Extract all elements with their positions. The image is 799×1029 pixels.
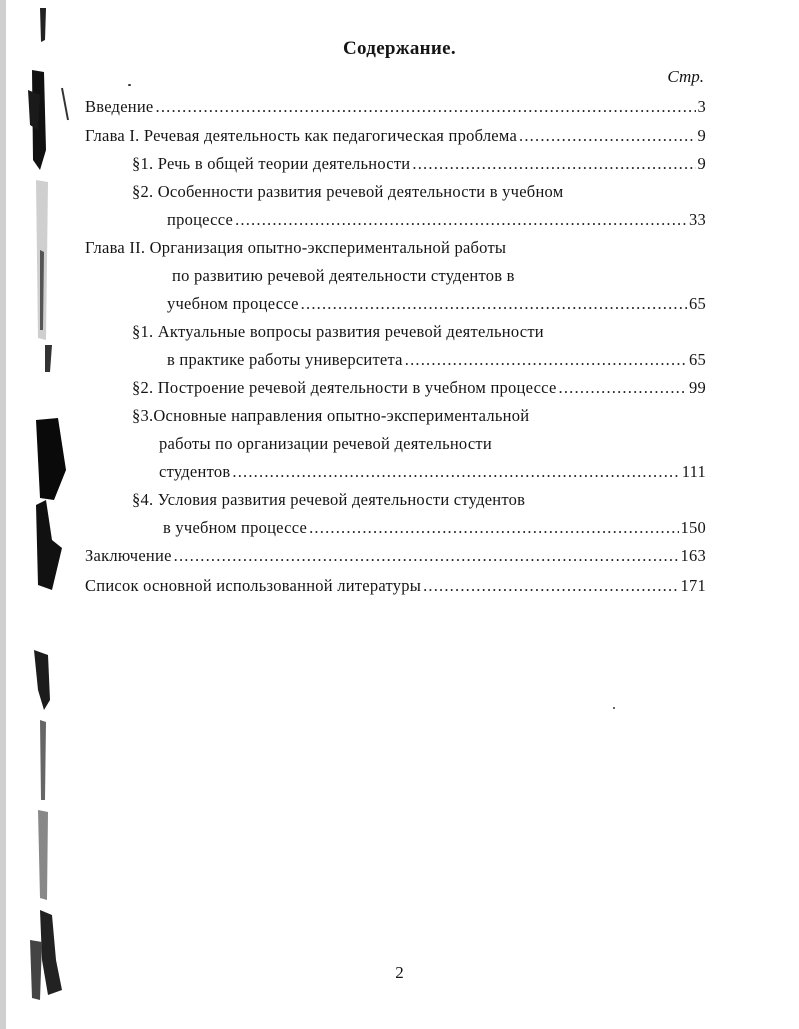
toc-entry-page: 163 <box>680 546 706 565</box>
page-number: 2 <box>395 963 404 982</box>
toc-entry-page: 9 <box>697 154 706 173</box>
toc-entry-text: в практике работы университета <box>167 350 403 369</box>
toc-entry-text: §4. Условия развития речевой деятельности студентов <box>132 490 526 509</box>
dot-leader <box>519 125 695 147</box>
toc-entry <box>85 237 506 259</box>
toc-entry-text: процессе <box>167 210 234 229</box>
toc-entry <box>85 575 706 597</box>
toc-entry <box>85 545 706 567</box>
scan-speck <box>128 84 131 86</box>
toc-entry <box>132 181 563 203</box>
toc-entry-page: 111 <box>681 462 706 481</box>
toc-entry-page: 3 <box>697 97 706 116</box>
dot-leader <box>156 96 696 118</box>
toc-entry <box>85 125 706 147</box>
toc-entry <box>159 433 492 455</box>
dot-leader <box>412 153 695 175</box>
dot-leader <box>309 517 678 539</box>
toc-entry-text: учебном процессе <box>167 294 299 313</box>
dot-leader <box>232 461 679 483</box>
contents-title: Содержание. <box>343 38 456 59</box>
dot-leader <box>559 377 687 399</box>
toc-entry-text: работы по организации речевой деятельности <box>159 434 492 453</box>
toc-entry <box>159 461 706 483</box>
scan-speck <box>613 707 615 709</box>
toc-entry <box>172 265 515 287</box>
dot-leader <box>405 349 687 371</box>
scan-binding-edge <box>0 0 80 1029</box>
toc-entry-text: в учебном процессе <box>163 518 308 537</box>
toc-entry-text: студентов <box>159 462 231 481</box>
dot-leader <box>423 575 678 597</box>
toc-entry <box>132 377 706 399</box>
toc-entry-page: 99 <box>689 378 706 397</box>
toc-entry <box>167 209 706 231</box>
toc-entry <box>167 293 706 315</box>
toc-entry <box>132 489 525 511</box>
toc-entry <box>132 153 706 175</box>
toc-entry-text: §3.Основные направления опытно-экспериментальной <box>132 406 530 425</box>
toc-entry-page: 65 <box>689 350 706 369</box>
toc-entry-page: 171 <box>680 576 706 595</box>
toc-entry-page: 150 <box>680 518 706 537</box>
dot-leader <box>235 209 687 231</box>
toc-entry-text: §2. Построение речевой деятельности в учебном процессе <box>132 378 557 397</box>
toc-entry-text: Введение <box>85 97 154 116</box>
toc-entry-text: Глава I. Речевая деятельность как педагогическая проблема <box>85 126 518 145</box>
toc-entry-text: §1. Речь в общей теории деятельности <box>132 154 411 173</box>
toc-entry-text: §1. Актуальные вопросы развития речевой деятельности <box>132 322 544 341</box>
toc-entry-text: Заключение <box>85 546 172 565</box>
toc-entry-text: Глава II. Организация опытно-экспериментальной работы <box>85 238 507 257</box>
toc-entry <box>167 349 706 371</box>
toc-entry-text: §2. Особенности развития речевой деятельности в учебном <box>132 182 564 201</box>
toc-entry-page: 33 <box>689 210 706 229</box>
page-column-label: Стр. <box>667 67 704 86</box>
toc-entry <box>132 321 544 343</box>
toc-entry-text: Список основной использованной литературы <box>85 576 422 595</box>
toc-entry <box>132 405 529 427</box>
dot-leader <box>174 545 679 567</box>
toc-entry <box>85 96 706 118</box>
toc-entry-page: 9 <box>697 126 706 145</box>
toc-entry-page: 65 <box>689 294 706 313</box>
toc-entry-text: по развитию речевой деятельности студентов в <box>172 266 515 285</box>
dot-leader <box>301 293 687 315</box>
toc-entry <box>163 517 706 539</box>
